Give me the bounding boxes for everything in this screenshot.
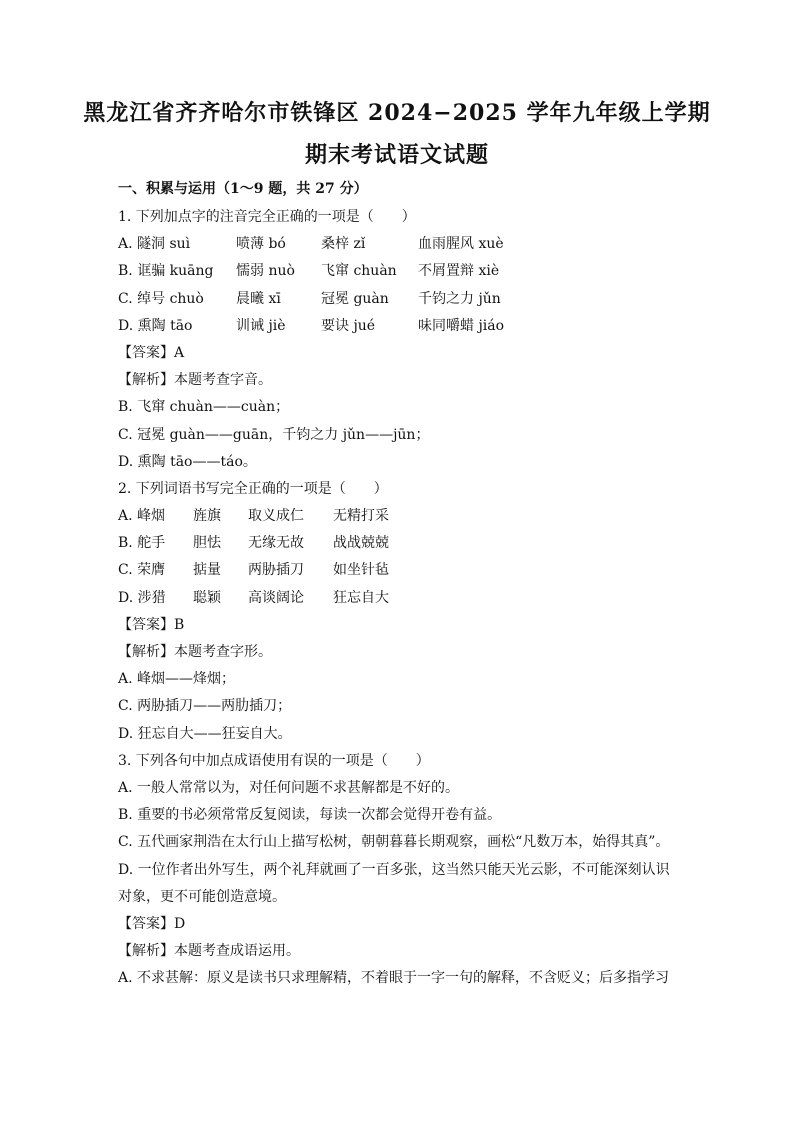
option-row [118,503,678,530]
analysis-line: 【解析】本题考查成语运用。 [118,943,300,960]
answer-line: 【答案】A [118,344,185,361]
option-row [118,530,678,557]
option-cell: 两胁插刀 [248,562,304,579]
question-stem: 3. 下列各句中加点成语使用有误的一项是（ ） [118,752,430,769]
option-cell: 不屑置辩 xiè [418,263,500,280]
question-stem: 2. 下列词语书写完全正确的一项是（ ） [118,480,388,497]
option-cell: D. 涉猎 [118,589,166,606]
analysis-line: 【解析】本题考查字音。 [118,372,272,389]
option-cell: A. 隧洞 suì [118,236,191,253]
option-cell: 晨曦 xī [236,290,281,307]
option-cell: 血雨腥风 xuè [418,236,504,253]
analysis-line: A. 不求甚解：原义是读书只求理解精，不着眼于一字一句的解释，不含贬义；后多指学习 [118,970,670,987]
document-title: 黑龙江省齐齐哈尔市铁锋区 2024−2025 学年九年级上学期 [83,100,711,126]
option-cell: A. 峰烟 [118,508,166,525]
option-cell: 掂量 [193,562,221,579]
option-cell: 聪颖 [193,589,221,606]
option-line: A. 一般人常常以为，对任何问题不求甚解都是不好的。 [118,779,460,796]
analysis-line: C. 两胁插刀——两肋插刀； [118,698,292,715]
option-cell: 胆怯 [193,535,221,552]
question-stem: 1. 下列加点字的注音完全正确的一项是（ ） [118,209,416,225]
option-cell: C. 绰号 chuò [118,290,204,307]
option-line: C. 五代画家荆浩在太行山上描写松树，朝朝暮暮长期观察，画松“凡数万本，始得其真”。 [118,834,670,851]
option-line: B. 重要的书必须常常反复阅读，每读一次都会觉得开卷有益。 [118,807,502,824]
option-cell: 要诀 jué [321,317,376,334]
option-cell: B. 诓骗 kuāng [118,263,214,280]
option-cell: 无缘无故 [248,535,304,552]
section-heading: 一、积累与运用（1～9 题，共 27 分） [118,181,368,197]
option-cell: 飞窜 chuàn [321,263,397,280]
option-row [118,286,678,313]
option-cell: 训诫 jiè [236,317,286,334]
analysis-line: B. 飞窜 chuàn——cuàn； [118,399,290,416]
document-subtitle: 期末考试语文试题 [304,142,489,168]
analysis-line: C. 冠冕 guàn——guān，千钧之力 jǔn——jūn； [118,426,430,443]
option-row [118,231,678,258]
option-cell: 战战兢兢 [333,535,389,552]
option-cell: D. 熏陶 tāo [118,317,193,334]
option-row [118,313,678,340]
question-list [118,204,678,992]
option-cell: 冠冕 guàn [321,290,389,307]
option-line: D. 一位作者出外写生，两个礼拜就画了一百多张，这当然只能天光云影，不可能深刻认识对象，更不可能创造意境。 [118,861,670,905]
option-cell: C. 荣膺 [118,562,166,579]
option-cell: 狂忘自大 [333,589,389,606]
answer-line: 【答案】D [118,915,186,932]
option-cell: 旌旗 [193,508,221,525]
option-cell: 无精打采 [333,508,389,525]
option-row [118,557,678,584]
analysis-line: 【解析】本题考查字形。 [118,644,272,660]
option-row [118,585,678,612]
option-cell: 味同嚼蜡 jiáo [418,317,505,334]
answer-line: 【答案】B [118,616,185,633]
option-cell: 喷薄 bó [236,236,286,253]
analysis-line: A. 峰烟——烽烟； [118,671,236,688]
option-cell: 懦弱 nuò [236,263,295,280]
analysis-line: D. 狂忘自大——狂妄自大。 [118,725,292,742]
option-row [118,258,678,285]
option-cell: B. 舵手 [118,535,166,552]
option-cell: 桑梓 zǐ [321,236,366,253]
option-cell: 千钧之力 jǔn [418,290,501,307]
option-cell: 高谈阔论 [248,589,304,606]
analysis-line: D. 熏陶 tāo——táo。 [118,453,257,470]
option-cell: 如坐针毡 [333,562,389,579]
option-cell: 取义成仁 [248,508,304,525]
